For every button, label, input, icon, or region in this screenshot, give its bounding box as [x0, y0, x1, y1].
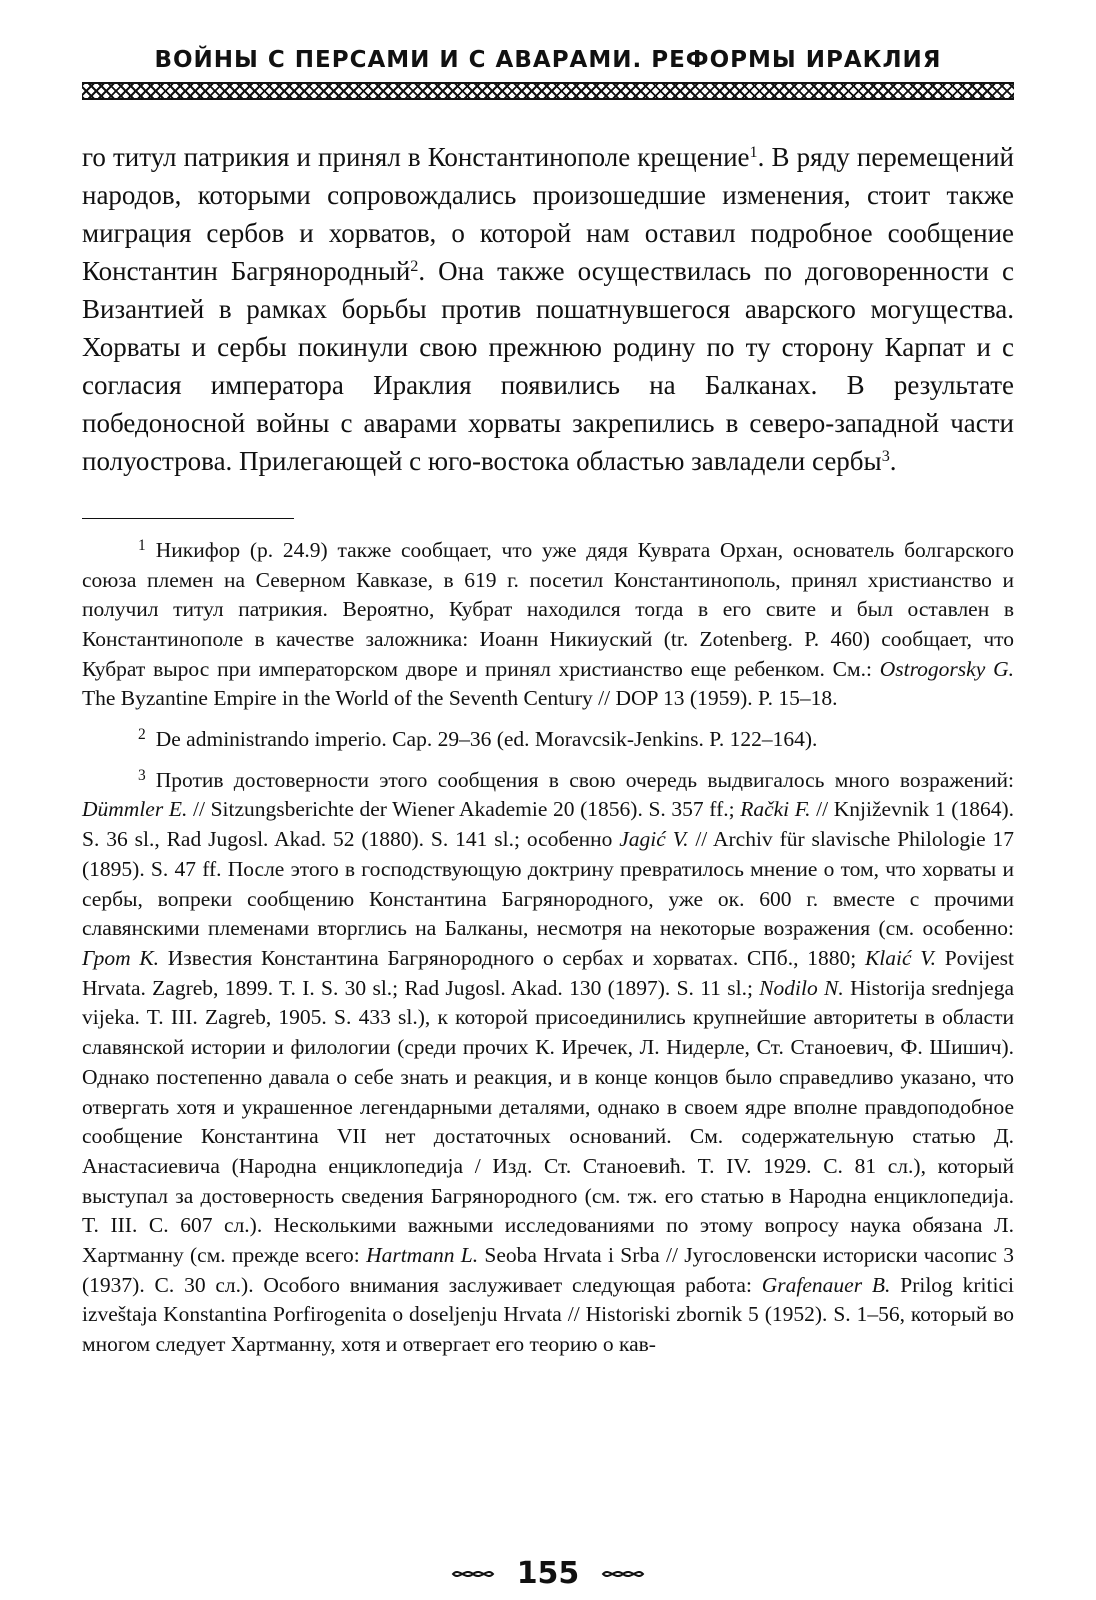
right-ornament-icon: [601, 1567, 645, 1581]
footnote-ref-2[interactable]: 2: [410, 257, 419, 276]
main-paragraph: го титул патрикия и принял в Константинополе крещение$^1$. В ряду перемещений народов, которыми сопровождались произошедшие изменения, стоит также миграция сербов и хорватов, о которой нам оставил подробное сообщение Константин Багрянородный$^2$. Она также осуществилась по договоренности с Византией в рамках борьбы против пошатнувшегося аварского могущества. Хорваты и сербы покинули свою прежнюю родину по ту сторону Карпат и с согласия императора Ираклия появились на Балканах. В результате победоносной войны с аварами хорваты закрепились в северо-западной части полуострова. Прилегающей с юго-востока областью завладели сербы$^3$.: [82, 142, 1014, 476]
page-number: 155: [516, 1556, 580, 1591]
footnotes: [82, 531, 1014, 1360]
page-footer: [0, 1556, 1096, 1591]
footnote-separator: [82, 518, 294, 519]
footnote-ref-1[interactable]: 1: [749, 143, 758, 162]
page: [82, 40, 1014, 1366]
footnote-2: $^2$ De administrando imperio. Cap. 29–36 (ed. Moravcsik-Jenkins. P. 122–164).: [138, 726, 818, 752]
footnote-ref-3[interactable]: 3: [881, 447, 890, 466]
footnote-3: $^3$ Против достоверности этого сообщения в свою очередь выдвигалось много возражений: Dümmler E. // Sitzungsberichte der Wiener Akademie 20 (1856). S. 357 ff.; Rački F. // Književnik 1 (1864). S. 36 sl., Rad Jugosl. Akad. 52 (1880). S. 141 sl.; особенно Jagić V. // Archiv für slavische Philologie 17 (1895). S. 47 ff. После этого в господствующую доктрину превратилось мнение о том, что хорваты и сербы, вопреки сообщению Константина Багрянородного, уже ок. 600 г. вместе с прочими славянскими племенами вторглись на Балканы, несмотря на некоторые возражения (см. особенно: Грот К. Известия Константина Багрянородного о сербах и хорватах. СПб., 1880; Klaić V. Povijest Hrvata. Zagreb, 1899. T. I. S. 30 sl.; Rad Jugosl. Akad. 130 (1897). S. 11 sl.; Nodilo N. Historija srednjega vijeka. T. III. Zagreb, 1905. S. 433 sl.), к которой присоединились крупнейшие авторитеты в области славянской истории и филологии (среди прочих К. Иречек, Л. Нидерле, Ст. Станоевич, Ф. Шишич). Однако постепенно давала о себе знать и реакция, и в конце концов было справедливо указано, что отвергать хотя и украшенное легендарными деталями, однако в своем ядре вполне правдоподобное сообщение Константина VII нет достаточных оснований. См. содержательную статью Д. Анастасиевича (Народна енциклопедиjа / Изд. Ст. Станоевић. T. IV. 1929. С. 81 сл.), который выступал за достоверность сведения Багрянородного (см. тж. его статью в Народна енциклопедиjа. T. III. С. 607 сл.). Несколькими важными исследованиями по этому вопросу наука обязана Л. Хартманну (см. прежде всего: Hartmann L. Seoba Hrvata i Srba // Југословенски историски часопис 3 (1937). С. 30 сл.). Особого внимания заслуживает следующая работа: Grafenauer B. Prilog kritici izveštaja Konstantina Porfirogenita o doseljenju Hrvata // Historiski zbornik 5 (1952). S. 1–56, который во многом следует Хартманну, хотя и отвергает его теорию о кав-: [82, 766, 1014, 1357]
running-header: ВОЙНЫ С ПЕРСАМИ И С АВАРАМИ. РЕФОРМЫ ИРАКЛИЯ: [154, 47, 942, 73]
header-ornament: [82, 82, 1014, 100]
footnote-1: $^1$ Никифор (p. 24.9) также сообщает, что уже дядя Куврата Орхан, основатель болгарского союза племен на Северном Кавказе, в 619 г. посетил Константинополь, принял христианство и получил титул патрикия. Вероятно, Кубрат находился тогда в его свите и был оставлен в Константинополе в качестве заложника: Иоанн Никиуский (tr. Zotenberg. P. 460) сообщает, что Кубрат вырос при императорском дворе и принял христианство еще ребенком. См.: Ostrogorsky G. The Byzantine Empire in the World of the Seventh Century // DOP 13 (1959). P. 15–18.: [82, 537, 1014, 711]
left-ornament-icon: [451, 1567, 495, 1581]
main-text: [82, 138, 1014, 480]
